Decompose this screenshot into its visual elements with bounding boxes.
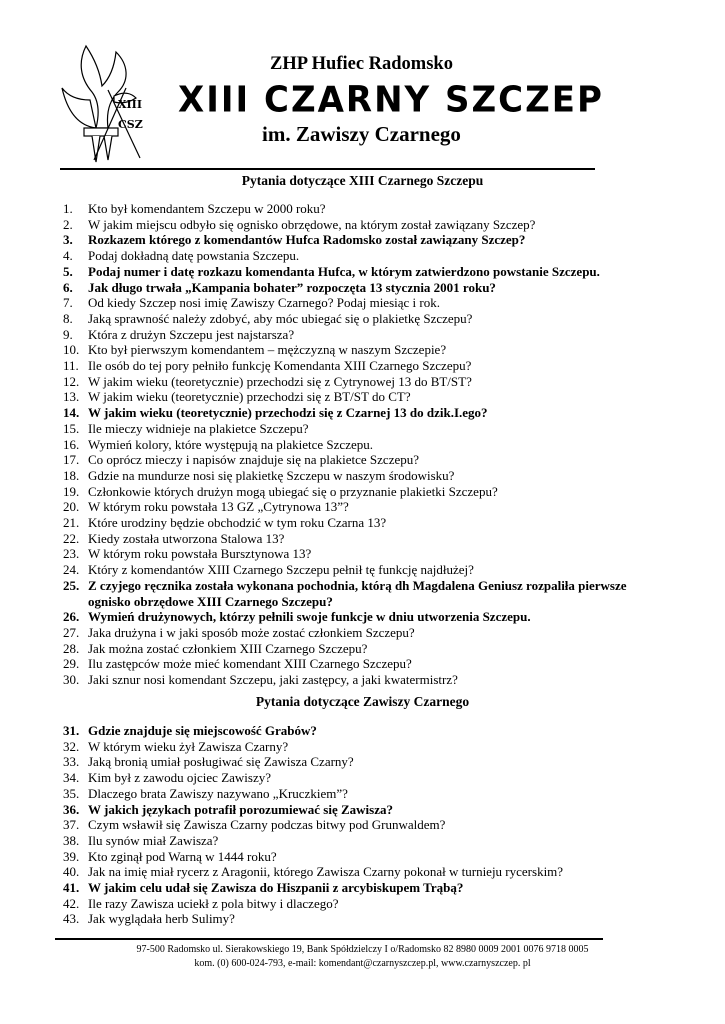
question-text: Ile mieczy widnieje na plakietce Szczepu? xyxy=(88,420,309,436)
question-item xyxy=(0,641,648,657)
question-item xyxy=(0,802,648,818)
question-number: 30. xyxy=(63,672,80,688)
header-divider xyxy=(60,168,595,170)
question-text: Jak długo trwała „Kampania bohater” rozpoczęta 13 stycznia 2001 roku? xyxy=(88,279,496,295)
question-text: W jakim wieku (teoretycznie) przechodzi się z Czarnej 13 do dzik.I.ego? xyxy=(88,405,488,421)
question-text: Wymień drużynowych, którzy pełnili swoje funkcje w dniu utworzenia Szczepu. xyxy=(88,609,531,625)
question-item xyxy=(0,833,648,849)
question-number: 17. xyxy=(63,452,80,468)
question-text: Jaki sznur nosi komendant Szczepu, jaki zastępcy, a jaki kwatermistrz? xyxy=(88,672,458,688)
footer-divider xyxy=(55,938,603,940)
question-number: 14. xyxy=(63,405,80,421)
question-text: Podaj numer i datę rozkazu komendanta Hufca, w którym zatwierdzono powstanie Szczepu. xyxy=(88,263,600,279)
question-text: W jakim miejscu odbyło się ognisko obrzędowe, na którym został zawiązany Szczep? xyxy=(88,216,536,232)
question-text: W jakim celu udał się Zawisza do Hiszpanii z arcybiskupem Trąbą? xyxy=(88,880,464,896)
question-number: 39. xyxy=(63,848,80,864)
question-item xyxy=(0,295,648,311)
troop-logo xyxy=(56,42,166,167)
question-item xyxy=(0,880,648,896)
question-text: Co oprócz mieczy i napisów znajduje się na plakietce Szczepu? xyxy=(88,452,420,468)
question-text: Jaką bronią umiał posługiwać się Zawisza Czarny? xyxy=(88,754,354,770)
question-number: 13. xyxy=(63,389,80,405)
question-text: Podaj dokładną datę powstania Szczepu. xyxy=(88,248,300,264)
question-text: Które urodziny będzie obchodzić w tym roku Czarna 13? xyxy=(88,515,387,531)
question-number: 21. xyxy=(63,515,80,531)
question-number: 34. xyxy=(63,770,80,786)
question-text: Kto zginął pod Warną w 1444 roku? xyxy=(88,848,277,864)
question-item xyxy=(0,421,648,437)
question-text: Który z komendantów XIII Czarnego Szczepu pełnił tę funkcję najdłużej? xyxy=(88,562,474,578)
question-item xyxy=(0,264,648,280)
question-number: 8. xyxy=(63,310,73,326)
question-text: Ilu zastępców może mieć komendant XIII Czarnego Szczepu? xyxy=(88,656,412,672)
question-text: Kim był z zawodu ojciec Zawiszy? xyxy=(88,770,272,786)
question-number: 20. xyxy=(63,499,80,515)
question-item xyxy=(0,739,648,755)
question-text: Gdzie na mundurze nosi się plakietkę Szczepu w naszym środowisku? xyxy=(88,467,455,483)
question-item xyxy=(0,656,648,672)
question-text: W którym roku powstała Bursztynowa 13? xyxy=(88,546,312,562)
question-number: 2. xyxy=(63,216,73,232)
question-number: 18. xyxy=(63,467,80,483)
question-number: 32. xyxy=(63,738,80,754)
organization-name: ZHP Hufiec Radomsko xyxy=(270,54,453,74)
question-number: 36. xyxy=(63,801,80,817)
question-item xyxy=(0,849,648,865)
question-text: Kto był komendantem Szczepu w 2000 roku? xyxy=(88,201,326,216)
question-number: 43. xyxy=(63,911,80,927)
question-item xyxy=(0,311,648,327)
question-number: 41. xyxy=(63,880,80,896)
footer-contact: kom. (0) 600-024-793, e-mail: komendant@czarnyszczep.pl, www.czarnyszczep. pl xyxy=(194,958,531,969)
question-text: Ile razy Zawisza uciekł z pola bitwy i dlaczego? xyxy=(88,895,339,911)
fleur-de-lis-swords-icon xyxy=(56,42,166,167)
question-text: Kiedy została utworzona Stalowa 13? xyxy=(88,530,285,546)
troop-name: XIII CZARNY SZCZEP xyxy=(178,79,604,121)
question-text: W jakich językach potrafił porozumiewać się Zawisza? xyxy=(88,801,393,817)
question-number: 37. xyxy=(63,817,80,833)
question-text: Rozkazem którego z komendantów Hufca Radomsko został zawiązany Szczep? xyxy=(88,232,526,248)
question-text: Dlaczego brata Zawiszy nazywano „Kruczkiem”? xyxy=(88,785,348,801)
question-number: 33. xyxy=(63,754,80,770)
question-number: 10. xyxy=(63,342,80,358)
question-text: Jak wyglądała herb Sulimy? xyxy=(88,911,235,927)
question-text: Która z drużyn Szczepu jest najstarsza? xyxy=(88,326,295,342)
question-number: 6. xyxy=(63,279,73,295)
footer-address: 97-500 Radomsko ul. Sierakowskiego 19, Bank Spółdzielczy I o/Radomsko 82 8980 0009 2001 0076 9718 0005 xyxy=(136,944,589,955)
question-item xyxy=(0,786,648,802)
question-text: Ilu synów miał Zawisza? xyxy=(88,832,219,848)
question-text: Od kiedy Szczep nosi imię Zawiszy Czarnego? Podaj miesiąc i rok. xyxy=(88,295,440,311)
section-title-troop: Pytania dotyczące XIII Czarnego Szczepu xyxy=(241,173,484,188)
question-text: Jaka drużyna i w jaki sposób może zostać członkiem Szczepu? xyxy=(88,624,415,640)
question-number: 23. xyxy=(63,546,80,562)
question-item xyxy=(0,201,648,217)
question-item xyxy=(0,515,648,531)
question-item xyxy=(0,562,648,578)
troop-patron: im. Zawiszy Czarnego xyxy=(262,122,461,146)
question-item xyxy=(0,484,648,500)
question-item xyxy=(0,232,648,248)
question-number: 9. xyxy=(63,326,73,342)
question-number: 27. xyxy=(63,624,80,640)
question-item xyxy=(0,531,648,547)
question-number: 11. xyxy=(63,358,79,374)
logo-initials: CSZ xyxy=(118,118,143,131)
question-number: 38. xyxy=(63,832,80,848)
question-text: Z czyjego ręcznika została wykonana pochodnia, którą dh Magdalena Geniusz rozpaliła pierwsze ognisko obrzędowe XIII Czarnego Szczepu? xyxy=(88,577,627,609)
troop-question-list xyxy=(0,201,648,688)
question-number: 15. xyxy=(63,420,80,436)
question-item xyxy=(0,452,648,468)
question-number: 31. xyxy=(63,723,80,738)
question-number: 24. xyxy=(63,562,80,578)
question-number: 19. xyxy=(63,483,80,499)
question-number: 26. xyxy=(63,609,80,625)
question-text: Jaką sprawność należy zdobyć, aby móc ubiegać się o plakietkę Szczepu? xyxy=(88,310,473,326)
question-item xyxy=(0,864,648,880)
question-item xyxy=(0,754,648,770)
question-item xyxy=(0,248,648,264)
question-text: W jakim wieku (teoretycznie) przechodzi się z Cytrynowej 13 do BT/ST? xyxy=(88,373,472,389)
question-number: 1. xyxy=(63,201,73,216)
question-item xyxy=(0,672,648,688)
question-item xyxy=(0,499,648,515)
question-number: 12. xyxy=(63,373,80,389)
question-item xyxy=(0,389,648,405)
question-number: 3. xyxy=(63,232,73,248)
question-item xyxy=(0,911,648,927)
question-item xyxy=(0,405,648,421)
question-number: 16. xyxy=(63,436,80,452)
question-number: 35. xyxy=(63,785,80,801)
question-item xyxy=(0,770,648,786)
question-number: 25. xyxy=(63,577,80,593)
question-number: 5. xyxy=(63,263,73,279)
question-number: 4. xyxy=(63,248,73,264)
question-text: Wymień kolory, które występują na plakietce Szczepu. xyxy=(88,436,373,452)
question-number: 42. xyxy=(63,895,80,911)
question-text: Jak można zostać członkiem XIII Czarnego Szczepu? xyxy=(88,640,368,656)
question-item xyxy=(0,578,648,609)
question-text: Jak na imię miał rycerz z Aragonii, którego Zawisza Czarny pokonał w turnieju rycerskim? xyxy=(88,864,564,880)
question-item xyxy=(0,468,648,484)
question-text: W jakim wieku (teoretycznie) przechodzi się z BT/ST do CT? xyxy=(88,389,411,405)
question-item xyxy=(0,327,648,343)
question-item xyxy=(0,342,648,358)
question-text: Członkowie których drużyn mogą ubiegać się o przyznanie plakietki Szczepu? xyxy=(88,483,498,499)
question-number: 22. xyxy=(63,530,80,546)
question-number: 29. xyxy=(63,656,80,672)
question-text: W którym wieku żył Zawisza Czarny? xyxy=(88,738,289,754)
question-item xyxy=(0,280,648,296)
question-item xyxy=(0,546,648,562)
question-item xyxy=(0,217,648,233)
question-item xyxy=(0,817,648,833)
question-text: W którym roku powstała 13 GZ „Cytrynowa 13”? xyxy=(88,499,349,515)
section-title-zawisza: Pytania dotyczące Zawiszy Czarnego xyxy=(255,694,470,709)
question-item xyxy=(0,437,648,453)
question-text: Czym wsławił się Zawisza Czarny podczas bitwy pod Grunwaldem? xyxy=(88,817,446,833)
zawisza-question-list xyxy=(0,723,648,927)
question-item xyxy=(0,896,648,912)
question-number: 40. xyxy=(63,864,80,880)
question-text: Gdzie znajduje się miejscowość Grabów? xyxy=(88,723,317,738)
question-item xyxy=(0,374,648,390)
question-item xyxy=(0,625,648,641)
question-text: Ile osób do tej pory pełniło funkcję Komendanta XIII Czarnego Szczepu? xyxy=(88,358,472,374)
question-text: Kto był pierwszym komendantem – mężczyzną w naszym Szczepie? xyxy=(88,342,447,358)
question-number: 7. xyxy=(63,295,73,311)
logo-numeral: XIII xyxy=(118,98,142,111)
question-number: 28. xyxy=(63,640,80,656)
question-item xyxy=(0,609,648,625)
question-item xyxy=(0,723,648,739)
question-item xyxy=(0,358,648,374)
